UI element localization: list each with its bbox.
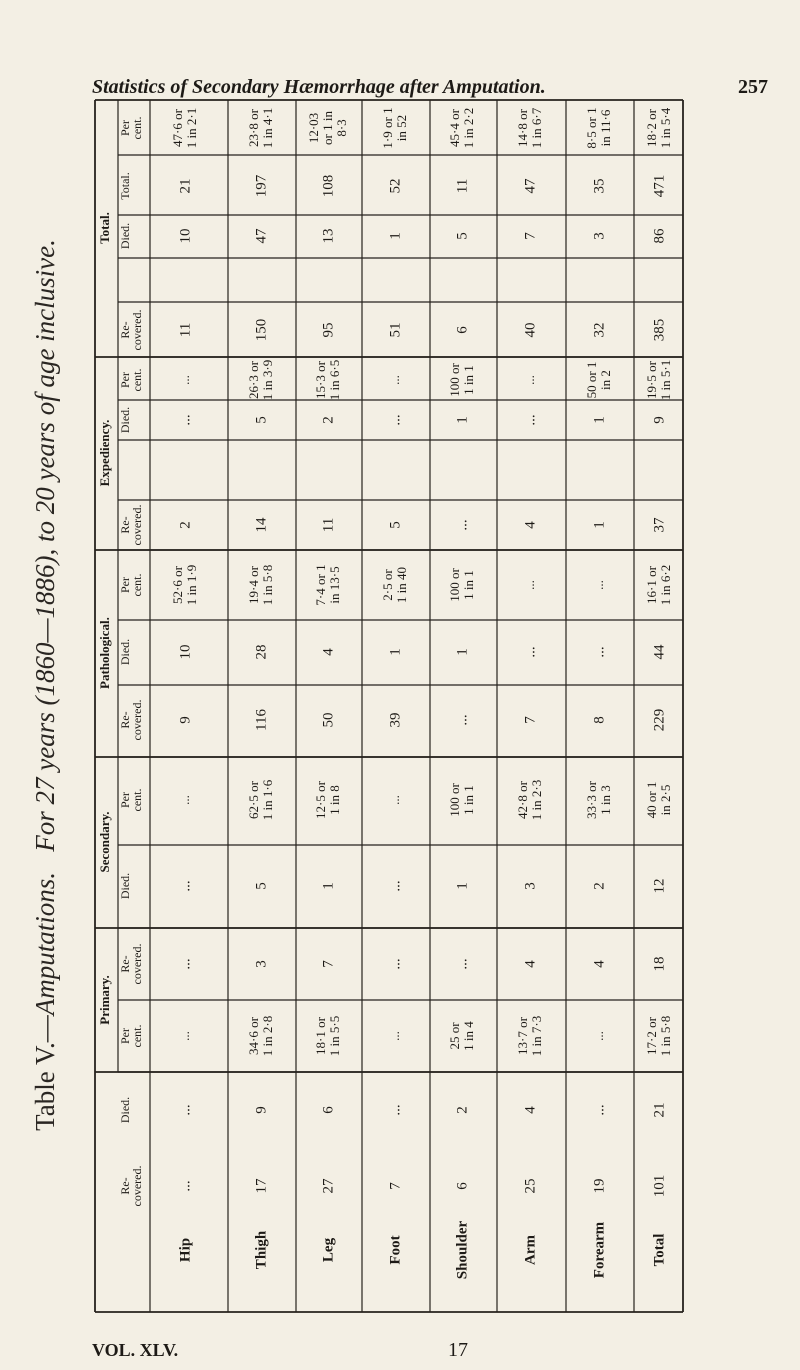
total-cell: 11 — [454, 178, 471, 194]
column-header: Re- — [117, 1177, 132, 1195]
recovered-cell: ... — [454, 519, 471, 531]
per-cent-cell: ... — [176, 375, 192, 385]
per-cent-cell: in 2 — [597, 370, 613, 390]
died-cell: 28 — [253, 644, 270, 660]
died-cell: 2 — [454, 1106, 471, 1114]
total-cell: 21 — [177, 178, 194, 194]
recovered-cell: 14 — [253, 517, 270, 533]
column-header: Died. — [117, 1096, 132, 1124]
recovered-cell: 11 — [177, 322, 194, 338]
died-cell: ... — [387, 1104, 404, 1116]
per-cent-cell: 1 in 1 — [460, 365, 476, 395]
column-header: covered. — [129, 309, 144, 351]
per-cent-cell: 42·8 or — [514, 781, 530, 819]
column-header: cent. — [129, 368, 144, 392]
column-header: Re- — [117, 516, 132, 534]
died-cell: ... — [591, 646, 608, 658]
total-cell: 47 — [522, 178, 539, 194]
per-cent-cell: 50 or 1 — [583, 361, 599, 399]
per-cent-cell: 1 in 5·1 — [657, 359, 673, 401]
died-cell: 1 — [454, 416, 471, 424]
per-cent-cell: 1 in 6·7 — [528, 107, 544, 149]
recovered-cell: 27 — [320, 1178, 337, 1194]
recovered-cell: 39 — [387, 712, 404, 728]
recovered-cell: 17 — [253, 1178, 270, 1194]
died-cell: 3 — [591, 232, 608, 240]
per-cent-cell: 1 in 4·1 — [259, 107, 275, 149]
per-cent-cell: 14·8 or — [514, 109, 530, 147]
died-cell: ... — [177, 414, 194, 426]
volume-label: VOL. XLV. — [92, 1340, 179, 1360]
total-cell: 35 — [591, 178, 608, 194]
per-cent-cell: in 2·5 — [657, 784, 673, 816]
recovered-cell: 51 — [387, 322, 404, 338]
per-cent-cell: 100 or — [446, 783, 462, 817]
per-cent-cell: ... — [176, 795, 192, 805]
per-cent-cell: 1 in 2·1 — [183, 107, 199, 149]
per-cent-cell: 1 in 2·8 — [259, 1015, 275, 1057]
signature-mark: 17 — [448, 1339, 468, 1361]
died-cell: ... — [177, 880, 194, 892]
died-cell: 12 — [651, 878, 668, 894]
recovered-cell: ... — [177, 958, 194, 970]
per-cent-cell: ... — [176, 1031, 192, 1041]
per-cent-cell: ... — [386, 1031, 402, 1041]
recovered-cell: 229 — [651, 708, 668, 732]
per-cent-cell: in 52 — [393, 114, 409, 142]
per-cent-cell: 1 in 1·6 — [259, 779, 275, 821]
recovered-cell: ... — [454, 958, 471, 970]
per-cent-cell: 8·3 — [333, 119, 349, 137]
died-cell: 1 — [387, 648, 404, 656]
running-title: Statistics of Secondary Hæmorrhage after Amputation. — [92, 76, 546, 98]
per-cent-cell: 100 or — [446, 568, 462, 602]
died-cell: 6 — [320, 1106, 337, 1114]
column-header: Re- — [117, 321, 132, 339]
row-label: Thigh — [253, 1230, 270, 1270]
recovered-cell: ... — [387, 958, 404, 970]
per-cent-cell: 18·2 or — [643, 109, 659, 147]
died-cell: 1 — [454, 882, 471, 890]
column-header: covered. — [129, 504, 144, 546]
died-cell: 2 — [320, 416, 337, 424]
died-cell: ... — [522, 646, 539, 658]
column-header: cent. — [129, 1024, 144, 1048]
per-cent-cell: 1 in 1·9 — [183, 564, 199, 606]
column-header: covered. — [129, 943, 144, 985]
per-cent-cell: ... — [386, 795, 402, 805]
died-cell: 86 — [651, 228, 668, 244]
recovered-cell: 4 — [522, 960, 539, 968]
recovered-cell: 50 — [320, 712, 337, 728]
died-cell: 13 — [320, 228, 337, 244]
per-cent-cell: 1 in 5·8 — [657, 1015, 673, 1057]
column-header: Per — [117, 120, 132, 136]
per-cent-cell: 34·6 or — [245, 1017, 261, 1055]
recovered-cell: 32 — [591, 322, 608, 338]
per-cent-cell: 33·3 or — [583, 781, 599, 819]
recovered-cell: ... — [454, 714, 471, 726]
per-cent-cell: 13·7 or — [514, 1017, 530, 1055]
section-label: Expediency. — [96, 419, 112, 487]
per-cent-cell: 47·6 or — [169, 109, 185, 147]
recovered-cell: 18 — [651, 956, 668, 972]
per-cent-cell: ... — [590, 580, 606, 590]
per-cent-cell: 45·4 or — [446, 109, 462, 147]
per-cent-cell: 1 in 1 — [460, 570, 476, 600]
died-cell: ... — [387, 414, 404, 426]
total-cell: 52 — [387, 178, 404, 194]
per-cent-cell: ... — [521, 375, 537, 385]
column-header: cent. — [129, 573, 144, 597]
column-header: Died. — [117, 872, 132, 900]
died-cell: 5 — [253, 882, 270, 890]
per-cent-cell: 1 in 2·2 — [460, 107, 476, 149]
row-label: Foot — [387, 1235, 404, 1265]
recovered-cell: ... — [177, 1180, 194, 1192]
per-cent-cell: 12·03 — [305, 112, 321, 144]
per-cent-cell: 19·4 or — [245, 566, 261, 604]
recovered-cell: 2 — [177, 521, 194, 529]
recovered-cell: 101 — [651, 1174, 668, 1198]
per-cent-cell: 100 or — [446, 363, 462, 397]
died-cell: 5 — [253, 416, 270, 424]
per-cent-cell: ... — [590, 1031, 606, 1041]
died-cell: 10 — [177, 644, 194, 660]
per-cent-cell: 25 or — [446, 1022, 462, 1050]
recovered-cell: 40 — [522, 322, 539, 338]
per-cent-cell: 1 in 5·8 — [259, 564, 275, 606]
per-cent-cell: 18·1 or — [312, 1017, 328, 1055]
per-cent-cell: 1 in 3 — [597, 785, 613, 815]
recovered-cell: 116 — [253, 709, 270, 731]
total-cell: 197 — [253, 174, 270, 198]
per-cent-cell: 1 in 6·2 — [657, 564, 673, 606]
column-header: Died. — [117, 406, 132, 434]
per-cent-cell: 26·3 or — [245, 361, 261, 399]
column-header: cent. — [129, 788, 144, 812]
table-rules — [95, 100, 683, 1312]
total-cell: 108 — [320, 174, 337, 198]
died-cell: ... — [387, 880, 404, 892]
column-header: Re- — [117, 711, 132, 729]
per-cent-cell: 19·5 or — [643, 361, 659, 399]
per-cent-cell: 23·8 or — [245, 109, 261, 147]
died-cell: 1 — [591, 416, 608, 424]
per-cent-cell: ... — [386, 375, 402, 385]
recovered-cell: 9 — [177, 716, 194, 724]
recovered-cell: 385 — [651, 318, 668, 342]
row-label: Arm — [522, 1235, 539, 1265]
recovered-cell: 4 — [591, 960, 608, 968]
recovered-cell: 11 — [320, 517, 337, 533]
died-cell: 44 — [651, 644, 668, 660]
per-cent-cell: in 13·5 — [326, 566, 342, 604]
column-header: covered. — [129, 1165, 144, 1207]
column-header: Died. — [117, 638, 132, 666]
section-label: Primary. — [96, 975, 112, 1025]
recovered-cell: 19 — [591, 1178, 608, 1194]
row-label: Shoulder — [454, 1220, 471, 1280]
recovered-cell: 8 — [591, 716, 608, 724]
per-cent-cell: 8·5 or 1 — [583, 107, 599, 149]
table-cells — [97, 107, 673, 1279]
per-cent-cell: or 1 in — [319, 111, 335, 145]
died-cell: 9 — [651, 416, 668, 424]
recovered-cell: 7 — [387, 1182, 404, 1190]
per-cent-cell: 52·6 or — [169, 566, 185, 604]
per-cent-cell: 12·5 or — [312, 781, 328, 819]
per-cent-cell: 1 in 8 — [326, 785, 342, 815]
column-header: Per — [117, 1028, 132, 1044]
recovered-cell: 7 — [522, 716, 539, 724]
per-cent-cell: 1 in 7·3 — [528, 1015, 544, 1057]
recovered-cell: 25 — [522, 1178, 539, 1194]
per-cent-cell: 17·2 or — [643, 1017, 659, 1055]
per-cent-cell: 1 in 6·5 — [326, 359, 342, 401]
column-header: Re- — [117, 955, 132, 973]
total-cell: 471 — [651, 174, 668, 198]
died-cell: ... — [591, 1104, 608, 1116]
page-footer — [0, 1338, 800, 1362]
died-cell: 2 — [591, 882, 608, 890]
column-header: Per — [117, 372, 132, 388]
per-cent-cell: 62·5 or — [245, 781, 261, 819]
column-header: Per — [117, 792, 132, 808]
recovered-cell: 7 — [320, 960, 337, 968]
recovered-cell: 5 — [387, 521, 404, 529]
column-header: cent. — [129, 116, 144, 140]
died-cell: 4 — [320, 648, 337, 656]
died-cell: 1 — [387, 232, 404, 240]
row-label: Forearm — [591, 1221, 608, 1279]
recovered-cell: 150 — [253, 318, 270, 342]
per-cent-cell: 15·3 or — [312, 361, 328, 399]
died-cell: 9 — [253, 1106, 270, 1114]
per-cent-cell: 1 in 1 — [460, 785, 476, 815]
recovered-cell: 6 — [454, 326, 471, 334]
died-cell: 10 — [177, 228, 194, 244]
per-cent-cell: 1 in 5·4 — [657, 107, 673, 149]
per-cent-cell: in 11·6 — [597, 109, 613, 147]
section-label: Pathological. — [96, 617, 112, 689]
died-cell: 47 — [253, 228, 270, 244]
recovered-cell: 6 — [454, 1182, 471, 1190]
died-cell: 4 — [522, 1106, 539, 1114]
row-label: Leg — [320, 1237, 337, 1263]
table-number: Table V.— — [30, 1015, 60, 1131]
per-cent-cell: ... — [521, 580, 537, 590]
recovered-cell: 4 — [522, 521, 539, 529]
table-period: For 27 years (1860—1886), to 20 years of age inclusive. — [30, 239, 60, 852]
died-cell: 5 — [454, 232, 471, 240]
column-header: covered. — [129, 699, 144, 741]
died-cell: 3 — [522, 882, 539, 890]
recovered-cell: 37 — [651, 517, 668, 533]
recovered-cell: 1 — [591, 521, 608, 529]
column-header: Per — [117, 577, 132, 593]
died-cell: 7 — [522, 232, 539, 240]
per-cent-cell: 7·4 or 1 — [312, 564, 328, 606]
section-label: Total. — [96, 212, 112, 244]
per-cent-cell: 1 in 40 — [393, 566, 409, 604]
recovered-cell: 95 — [320, 322, 337, 338]
section-label: Secondary. — [96, 811, 112, 873]
recovered-cell: 3 — [253, 960, 270, 968]
page-number: 257 — [738, 76, 768, 98]
per-cent-cell: 1 in 5·5 — [326, 1015, 342, 1057]
table-subject: Amputations. — [30, 872, 60, 1016]
died-cell: ... — [177, 1104, 194, 1116]
died-cell: ... — [522, 414, 539, 426]
per-cent-cell: 2·5 or — [379, 569, 395, 601]
column-header: Died. — [117, 222, 132, 250]
per-cent-cell: 1 in 4 — [460, 1021, 476, 1051]
died-cell: 1 — [320, 882, 337, 890]
per-cent-cell: 1 in 2·3 — [528, 779, 544, 821]
died-cell: 1 — [454, 648, 471, 656]
row-label: Hip — [177, 1237, 194, 1263]
per-cent-cell: 1·9 or 1 — [379, 107, 395, 149]
per-cent-cell: 40 or 1 — [643, 781, 659, 819]
column-header: Total. — [117, 172, 132, 200]
row-label: Total — [651, 1233, 668, 1267]
per-cent-cell: 1 in 3·9 — [259, 359, 275, 401]
died-cell: 21 — [651, 1102, 668, 1118]
per-cent-cell: 16·1 or — [643, 566, 659, 604]
